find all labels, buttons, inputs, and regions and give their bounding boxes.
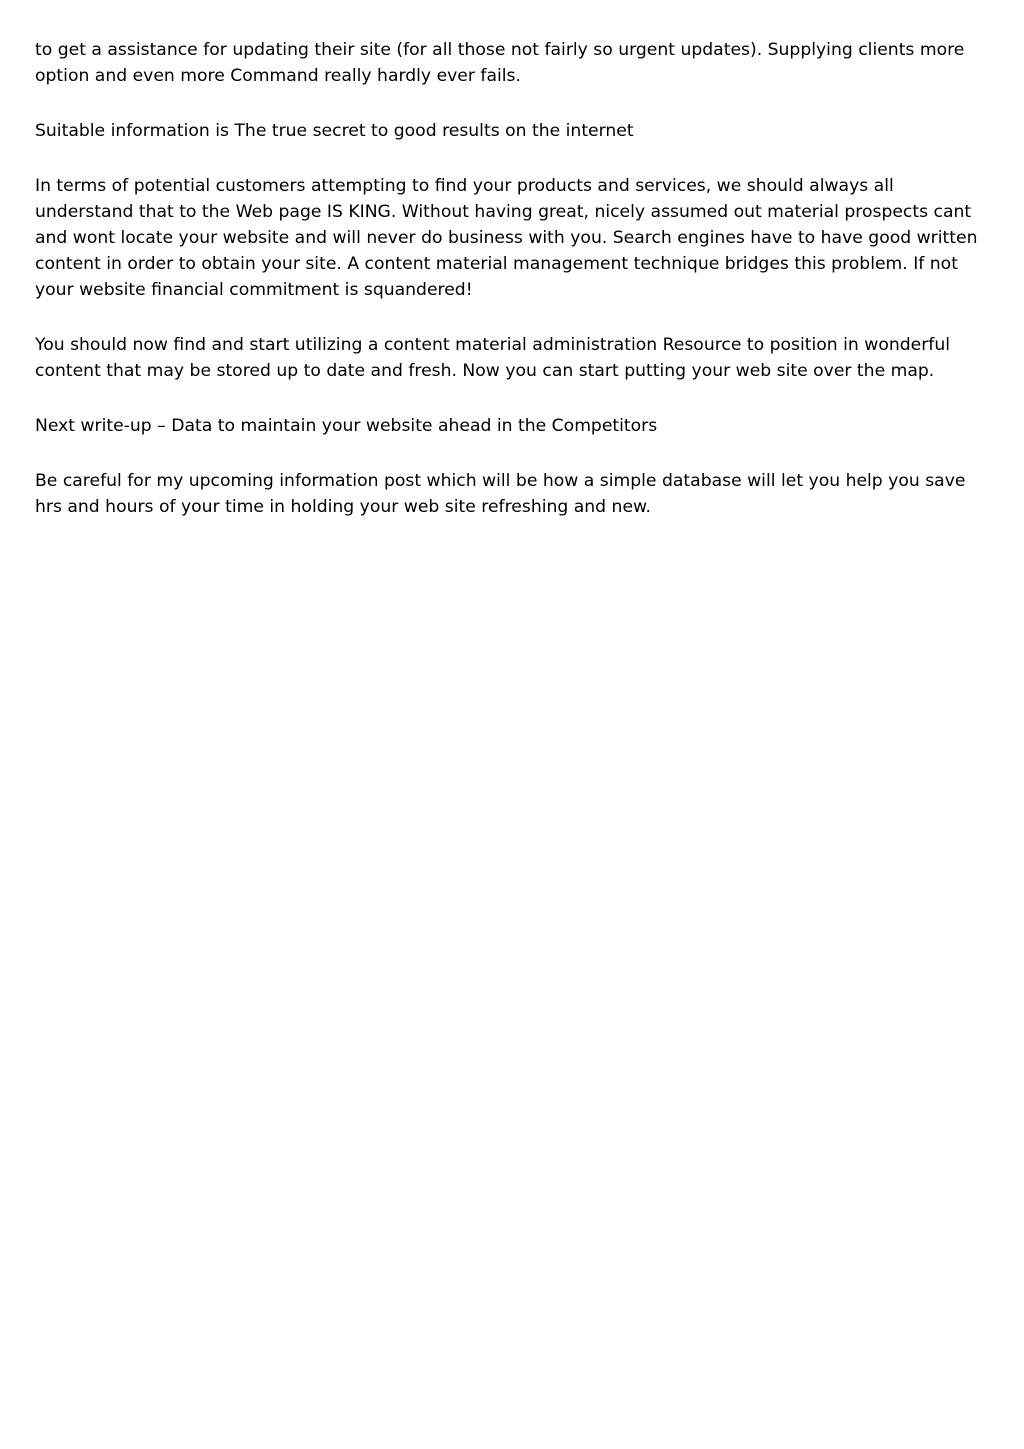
paragraph: to get a assistance for updating their site (for all those not fairly so urgent updates). Supplying clients more option and even more Command really hardly ever fails. <box>35 40 965 86</box>
paragraph: Next write-up – Data to maintain your website ahead in the Competitors <box>35 416 658 436</box>
paragraph: Suitable information is The true secret to good results on the internet <box>35 121 634 141</box>
paragraph: Be careful for my upcoming information post which will be how a simple database will let you help you save hrs and hours of your time in holding your web site refreshing and new. <box>35 471 966 517</box>
paragraph: You should now find and start utilizing a content material administration Resource to position in wonderful content that may be stored up to date and fresh. Now you can start putting your web site over the map. <box>35 335 951 381</box>
paragraph: In terms of potential customers attempting to find your products and services, we should always all understand that to the Web page IS KING. Without having great, nicely assumed out material prospects cant and wont locate your website and will never do business with you. Search engines have to have good written content in order to obtain your site. A content material management technique bridges this problem. If not your website financial commitment is squandered! <box>35 176 978 300</box>
document-page <box>35 37 995 549</box>
